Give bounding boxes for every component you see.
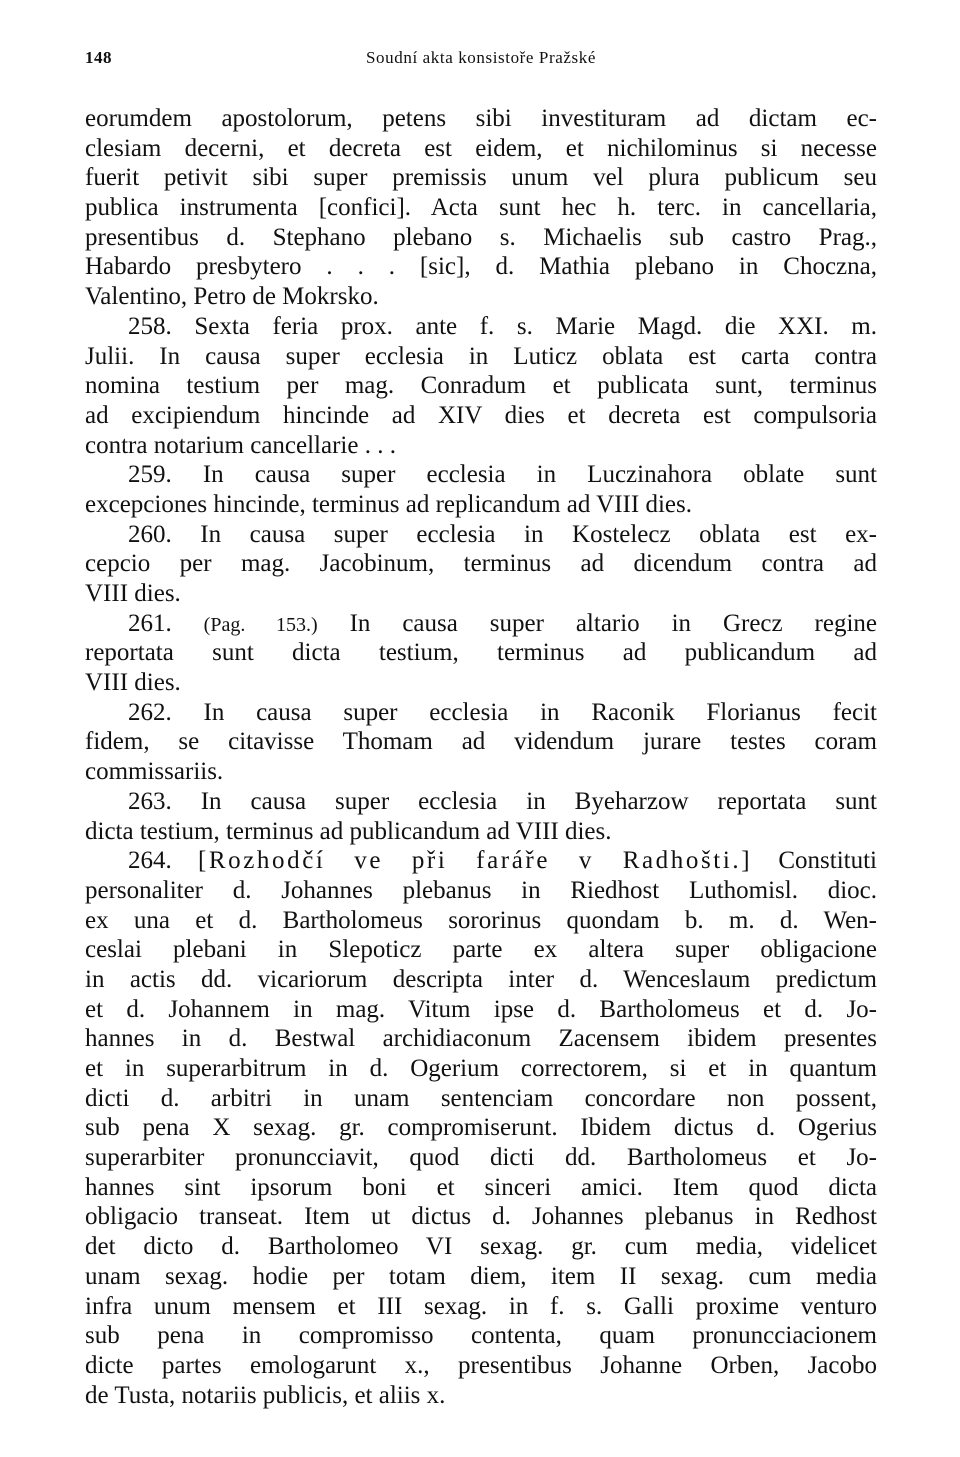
- text-line: contra notarium cancellarie . . .: [85, 431, 396, 459]
- entry-264-start: [85, 846, 877, 876]
- entry-number: 264.: [128, 847, 198, 875]
- text-line: det dicto d. Bartholomeo VI sexag. gr. cum media, videlicet: [85, 1233, 877, 1261]
- entry-258-start: 258. Sexta feria prox. ante f. s. Marie Magd. die XXI. m.: [128, 312, 877, 340]
- text-line: hannes in d. Bestwal archidiaconum Zacensem ibidem presentes: [85, 1025, 877, 1053]
- text-line: dicti d. arbitri in unam sentenciam concordare non possent,: [85, 1084, 877, 1112]
- text-line: cepcio per mag. Jacobinum, terminus ad dicendum contra ad: [85, 550, 877, 578]
- text-line: ex una et d. Bartholomeus sororinus quondam b. m. d. Wen-: [85, 906, 877, 934]
- text-line: et d. Johannem in mag. Vitum ipse d. Bartholomeus et d. Jo-: [85, 995, 877, 1023]
- page-reference: (Pag. 153.): [203, 613, 318, 636]
- text-line: in actis dd. vicariorum descripta inter d. Wenceslaum predictum: [85, 965, 877, 993]
- text-line: infra unum mensem et III sexag. in f. s. Galli proxime venturo: [85, 1292, 877, 1320]
- text-line: fuerit petivit sibi super premissis unum vel plura publicum seu: [85, 164, 877, 192]
- text-line: fidem, se citavisse Thomam ad videndum jurare testes coram: [85, 728, 877, 756]
- entry-heading: [Rozhodčí ve při faráře v Radhošti.]: [197, 847, 753, 875]
- text-line: eorumdem apostolorum, petens sibi investituram ad dictam ec-: [85, 105, 877, 132]
- text-line: dicta testium, terminus ad publicandum ad VIII dies.: [85, 817, 612, 845]
- text-line: presentibus d. Stephano plebano s. Michaelis sub castro Prag.,: [85, 223, 877, 251]
- entry-260-start: 260. In causa super ecclesia in Kostelecz oblata est ex-: [128, 520, 877, 548]
- running-header: [85, 48, 877, 72]
- text-line: VIII dies.: [85, 580, 181, 607]
- text-line: reportata sunt dicta testium, terminus ad publicandum ad: [85, 639, 877, 667]
- text-line: Julii. In causa super ecclesia in Luticz oblata est carta contra: [85, 342, 877, 370]
- text-line: nomina testium per mag. Conradum et publicata sunt, terminus: [85, 372, 877, 400]
- entry-261-start: [85, 609, 877, 639]
- text-line: excepciones hincinde, terminus ad replicandum ad VIII dies.: [85, 490, 692, 518]
- header-title: Soudní akta konsistoře Pražské: [366, 48, 596, 67]
- text-line: superarbiter pronuncciavit, quod dicti dd. Bartholomeus et Jo-: [85, 1144, 877, 1172]
- text-line: sub pena in compromisso contenta, quam pronuncciacionem: [85, 1322, 877, 1350]
- entry-262-start: 262. In causa super ecclesia in Raconik Florianus fecit: [128, 698, 877, 726]
- text-line: personaliter d. Johannes plebanus in Riedhost Luthomisl. dioc.: [85, 876, 877, 904]
- text-line: et in superarbitrum in d. Ogerium correctorem, si et in quantum: [85, 1055, 877, 1082]
- entry-263-start: 263. In causa super ecclesia in Byeharzow reportata sunt: [128, 787, 877, 815]
- body-text: [85, 104, 877, 1410]
- text-line: commissariis.: [85, 758, 224, 786]
- text-line: obligacio transeat. Item ut dictus d. Johannes plebanus in Redhost: [85, 1203, 877, 1231]
- text-line: unam sexag. hodie per totam diem, item II sexag. cum media: [85, 1262, 877, 1290]
- text-line: ceslai plebani in Slepoticz parte ex altera super obligacione: [85, 936, 877, 964]
- text-line: Valentino, Petro de Mokrsko.: [85, 283, 379, 311]
- entry-number: 261.: [128, 609, 204, 637]
- text-line: de Tusta, notariis publicis, et aliis x.: [85, 1381, 446, 1409]
- text-line: hannes sint ipsorum boni et sinceri amici. Item quod dicta: [85, 1173, 877, 1201]
- text-line: VIII dies.: [85, 669, 181, 697]
- entry-259-start: 259. In causa super ecclesia in Luczinahora oblate sunt: [128, 461, 877, 489]
- text-line: sub pena X sexag. gr. compromiserunt. Ibidem dictus d. Ogerius: [85, 1114, 877, 1142]
- line-text: In causa super altario in Grecz regine: [317, 609, 878, 637]
- line-text: Constituti: [752, 847, 878, 875]
- text-line: dicte partes emologarunt x., presentibus Johanne Orben, Jacobo: [85, 1351, 877, 1379]
- text-line: publica instrumenta [confici]. Acta sunt hec h. terc. in cancellaria,: [85, 194, 877, 222]
- text-line: ad excipiendum hincinde ad XIV dies et decreta est compulsoria: [85, 401, 877, 429]
- page-number: 148: [85, 48, 112, 67]
- text-line: Habardo presbytero . . . [sic], d. Mathia plebano in Choczna,: [85, 253, 877, 281]
- text-line: clesiam decerni, et decreta est eidem, et nichilominus si necesse: [85, 134, 877, 162]
